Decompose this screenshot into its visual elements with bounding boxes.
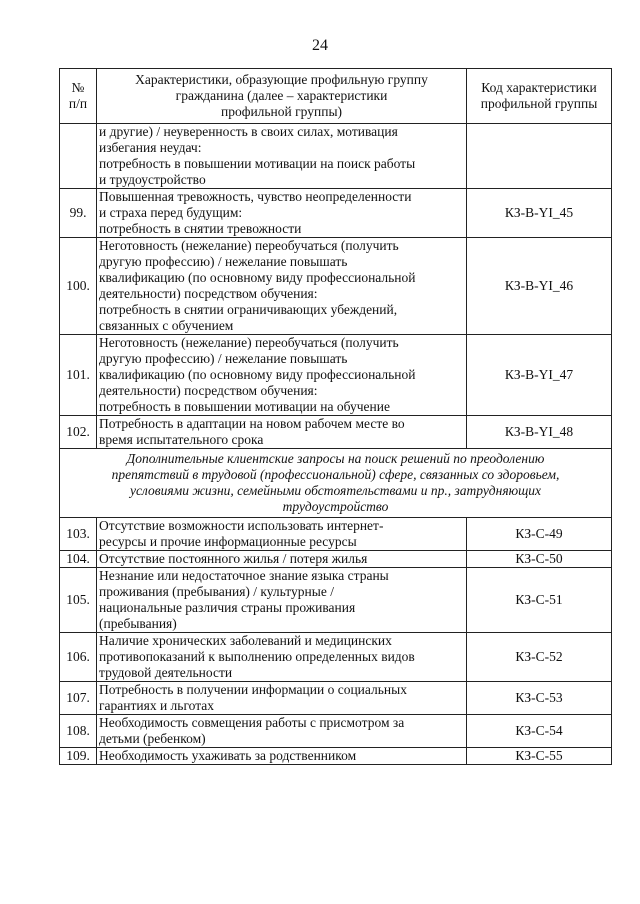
row-number: 101. bbox=[60, 335, 97, 416]
row-number: 104. bbox=[60, 551, 97, 568]
row-code: КЗ-С-55 bbox=[467, 748, 612, 765]
row-characteristic bbox=[97, 518, 467, 551]
row-characteristic bbox=[97, 551, 467, 568]
page-number: 24 bbox=[312, 37, 328, 54]
row-code: КЗ-В-YI_46 bbox=[467, 238, 612, 335]
row-characteristic bbox=[97, 189, 467, 238]
header-characteristics bbox=[97, 69, 467, 124]
header-number bbox=[60, 69, 97, 124]
row-number: 100. bbox=[60, 238, 97, 335]
section-heading bbox=[60, 449, 612, 518]
header-code-line: профильной группы bbox=[480, 96, 598, 111]
table-header-row bbox=[60, 69, 612, 124]
characteristic-line: Отсутствие постоянного жилья / потеря жилья bbox=[99, 551, 368, 566]
header-characteristics-line: профильной группы) bbox=[220, 104, 343, 119]
table-row bbox=[60, 551, 612, 568]
row-characteristic bbox=[97, 715, 467, 748]
characteristic-line: потребность в повышении мотивации на обучение bbox=[99, 399, 390, 414]
characteristic-line: проживания (пребывания) / культурные / bbox=[99, 584, 334, 599]
characteristic-line: Отсутствие возможности использовать интернет- bbox=[99, 518, 384, 533]
row-number: 102. bbox=[60, 416, 97, 449]
characteristic-line: потребность в снятии тревожности bbox=[99, 221, 302, 236]
header-number-line: № bbox=[71, 80, 85, 95]
characteristic-line: Наличие хронических заболеваний и медицинских bbox=[99, 633, 392, 648]
characteristic-line: Потребность в получении информации о социальных bbox=[99, 682, 407, 697]
characteristic-line: Незнание или недостаточное знание языка страны bbox=[99, 568, 389, 583]
header-number-line: п/п bbox=[68, 96, 88, 111]
table-row bbox=[60, 335, 612, 416]
header-code-line: Код характеристики bbox=[481, 80, 597, 95]
table-row bbox=[60, 416, 612, 449]
characteristic-line: и другие) / неуверенность в своих силах, мотивация bbox=[99, 124, 398, 139]
section-heading-line: трудоустройство bbox=[282, 499, 389, 514]
row-number: 109. bbox=[60, 748, 97, 765]
characteristic-line: трудовой деятельности bbox=[99, 665, 233, 680]
section-heading-line: условиями жизни, семейными обстоятельствами и пр., затрудняющих bbox=[129, 483, 542, 498]
characteristic-line: Неготовность (нежелание) переобучаться (получить bbox=[99, 238, 399, 253]
row-code: КЗ-В-YI_45 bbox=[467, 189, 612, 238]
table-row bbox=[60, 124, 612, 189]
characteristic-line: гарантиях и льготах bbox=[99, 698, 215, 713]
row-code: КЗ-С-49 bbox=[467, 518, 612, 551]
characteristic-line: национальные различия страны проживания bbox=[99, 600, 356, 615]
row-code: КЗ-С-50 bbox=[467, 551, 612, 568]
row-number: 103. bbox=[60, 518, 97, 551]
table-body-requests bbox=[60, 518, 612, 765]
characteristic-line: Потребность в адаптации на новом рабочем месте во bbox=[99, 416, 405, 431]
row-code bbox=[467, 124, 612, 189]
characteristic-line: деятельности) посредством обучения: bbox=[99, 286, 318, 301]
characteristic-line: деятельности) посредством обучения: bbox=[99, 383, 318, 398]
row-characteristic bbox=[97, 238, 467, 335]
characteristic-line: время испытательного срока bbox=[99, 432, 264, 447]
row-code: КЗ-С-54 bbox=[467, 715, 612, 748]
characteristic-line: связанных с обучением bbox=[99, 318, 234, 333]
row-code: КЗ-В-YI_48 bbox=[467, 416, 612, 449]
profile-groups-table bbox=[59, 68, 612, 765]
table-row bbox=[60, 568, 612, 633]
characteristic-line: (пребывания) bbox=[99, 616, 177, 631]
row-characteristic bbox=[97, 568, 467, 633]
row-number: 105. bbox=[60, 568, 97, 633]
row-number bbox=[60, 124, 97, 189]
characteristic-line: квалификацию (по основному виду профессиональной bbox=[99, 270, 416, 285]
row-code: КЗ-В-YI_47 bbox=[467, 335, 612, 416]
characteristic-line: потребность в повышении мотивации на поиск работы bbox=[99, 156, 416, 171]
header-characteristics-line: гражданина (далее – характеристики bbox=[175, 88, 388, 103]
row-number: 107. bbox=[60, 682, 97, 715]
characteristic-line: другую профессию) / нежелание повышать bbox=[99, 254, 348, 269]
characteristic-line: Неготовность (нежелание) переобучаться (получить bbox=[99, 335, 399, 350]
row-number: 108. bbox=[60, 715, 97, 748]
table-row bbox=[60, 189, 612, 238]
section-heading-line: Дополнительные клиентские запросы на поиск решений по преодолению bbox=[126, 451, 545, 466]
table-row bbox=[60, 682, 612, 715]
table-body-needs bbox=[60, 124, 612, 449]
row-code: КЗ-С-53 bbox=[467, 682, 612, 715]
row-number: 106. bbox=[60, 633, 97, 682]
row-characteristic bbox=[97, 124, 467, 189]
characteristic-line: квалификацию (по основному виду профессиональной bbox=[99, 367, 416, 382]
table-row bbox=[60, 633, 612, 682]
characteristic-line: избегания неудач: bbox=[99, 140, 202, 155]
row-characteristic bbox=[97, 748, 467, 765]
characteristic-line: Повышенная тревожность, чувство неопределенности bbox=[99, 189, 412, 204]
characteristic-line: потребность в снятии ограничивающих убеждений, bbox=[99, 302, 398, 317]
row-characteristic bbox=[97, 682, 467, 715]
row-code: КЗ-С-51 bbox=[467, 568, 612, 633]
table-section bbox=[60, 449, 612, 518]
row-code: КЗ-С-52 bbox=[467, 633, 612, 682]
header-characteristics-line: Характеристики, образующие профильную группу bbox=[135, 72, 428, 87]
characteristic-line: другую профессию) / нежелание повышать bbox=[99, 351, 348, 366]
row-characteristic bbox=[97, 335, 467, 416]
characteristic-line: и трудоустройство bbox=[99, 172, 206, 187]
header-code bbox=[467, 69, 612, 124]
row-characteristic bbox=[97, 416, 467, 449]
characteristic-line: детьми (ребенком) bbox=[99, 731, 206, 746]
section-row bbox=[60, 449, 612, 518]
characteristic-line: Необходимость ухаживать за родственником bbox=[99, 748, 357, 763]
row-number: 99. bbox=[60, 189, 97, 238]
table-row bbox=[60, 238, 612, 335]
characteristic-line: и страха перед будущим: bbox=[99, 205, 243, 220]
table-row bbox=[60, 518, 612, 551]
table-row bbox=[60, 715, 612, 748]
characteristic-line: Необходимость совмещения работы с присмотром за bbox=[99, 715, 405, 730]
characteristic-line: ресурсы и прочие информационные ресурсы bbox=[99, 534, 357, 549]
table-row bbox=[60, 748, 612, 765]
characteristic-line: противопоказаний к выполнению определенных видов bbox=[99, 649, 415, 664]
row-characteristic bbox=[97, 633, 467, 682]
section-heading-line: препятствий в трудовой (профессиональной) сфере, связанных со здоровьем, bbox=[111, 467, 560, 482]
